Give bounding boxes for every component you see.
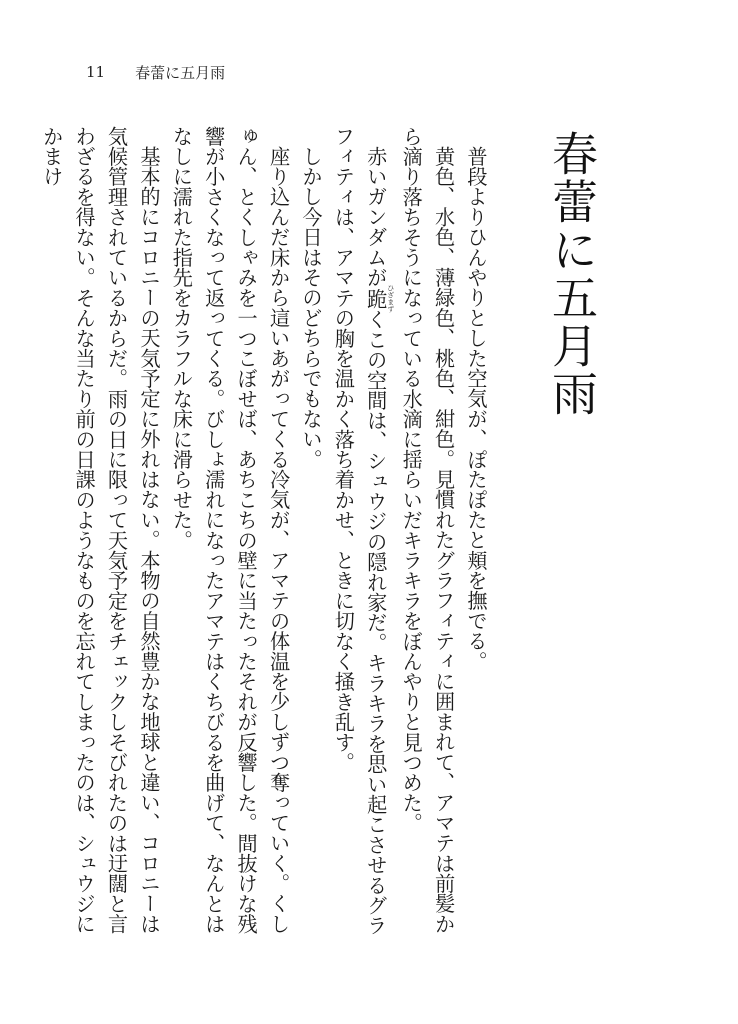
paragraph-6: 基本的にコロニーの天気予定に外れはない。本物の自然豊かな地球と違い、コロニーは気候管理されているからだ。雨の日に限って天気予定をチェックしそびれたのは迂闊と言わざるを得ない。そんな当たり前の日課のようなものを忘れてしまったのは、シュウジにかまけ xyxy=(39,126,161,934)
chapter-title: 春蕾に五月雨 xyxy=(545,130,599,418)
page-number: 11 xyxy=(86,63,106,81)
paragraph-5: 座り込んだ床から這いあがってくる冷気が、アマテの体温を少しずつ奪っていく。くしゅん、とくしゃみを一つこぼせば、あちこちの壁に当たったそれが反響した。間抜けな残響が小さくなって返ってくる。びしょ濡れになったアマテはくちびるを曲げて、なんとはなしに濡れた指先をカラフルな床に滑らせた。 xyxy=(169,126,291,935)
paragraph-3-start: 赤いガンダムが xyxy=(363,146,388,288)
paragraph-3 xyxy=(327,126,395,946)
running-header xyxy=(86,60,225,84)
paragraph-4: しかし今日はそのどちらでもない。 xyxy=(298,146,323,470)
ruby-base: 跪 xyxy=(363,284,388,313)
body-text xyxy=(39,126,492,946)
ruby-reading: ひざまず xyxy=(386,284,395,313)
paragraph-3-end: くこの空間は、シュウジの隠れ家だ。キラキラを思い起こさせるグラフィティは、アマテの胸を温かく落ち着かせ、ときに切なく掻き乱す。 xyxy=(331,126,388,936)
running-title: 春蕾に五月雨 xyxy=(135,63,226,82)
paragraph-2: 黄色、水色、薄緑色、桃色、紺色。見慣れたグラフィティに囲まれて、アマテは前髪から滴り落ちそうになっている水滴に揺らいだキラキラをぼんやりと見つめた。 xyxy=(399,126,456,934)
paragraph-1: 普段よりひんやりとした空気が、ぽたぽたと頬を撫でる。 xyxy=(464,146,488,672)
ruby-word xyxy=(363,284,395,313)
